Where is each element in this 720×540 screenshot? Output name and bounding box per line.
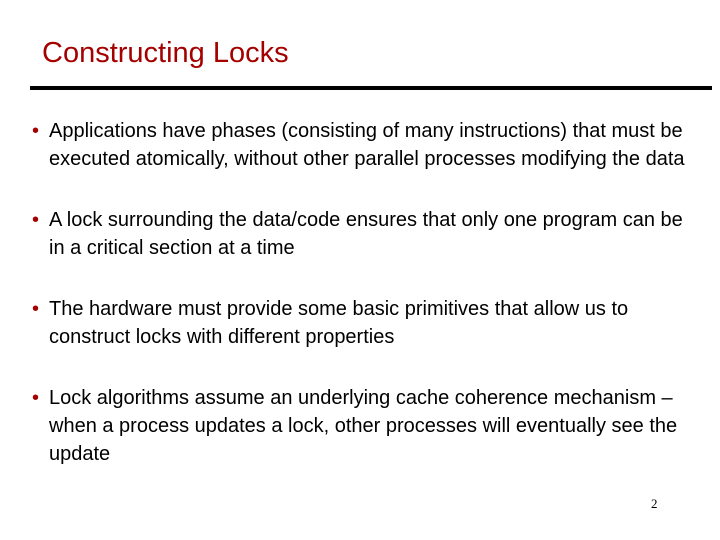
bullet-icon: •	[32, 120, 40, 142]
bullet-text: The hardware must provide some basic primitives that allow us to construct locks with different properties	[49, 298, 629, 348]
bullet-icon: •	[32, 387, 40, 409]
title-divider	[30, 86, 712, 90]
page-number: 2	[651, 496, 658, 511]
bullet-text: Lock algorithms assume an underlying cache coherence mechanism – when a process updates a lock, other processes will eventually see the update	[49, 387, 678, 465]
bullet-item	[30, 295, 700, 351]
slide-title: Constructing Locks	[42, 37, 289, 69]
bullet-item	[30, 117, 700, 173]
bullet-icon: •	[32, 209, 40, 231]
bullet-list	[30, 117, 700, 501]
bullet-item	[30, 384, 700, 468]
bullet-text: Applications have phases (consisting of many instructions) that must be executed atomically, without other parallel processes modifying the data	[49, 120, 685, 170]
bullet-text: A lock surrounding the data/code ensures that only one program can be in a critical section at a time	[49, 209, 683, 259]
bullet-icon: •	[32, 298, 40, 320]
bullet-item	[30, 206, 700, 262]
